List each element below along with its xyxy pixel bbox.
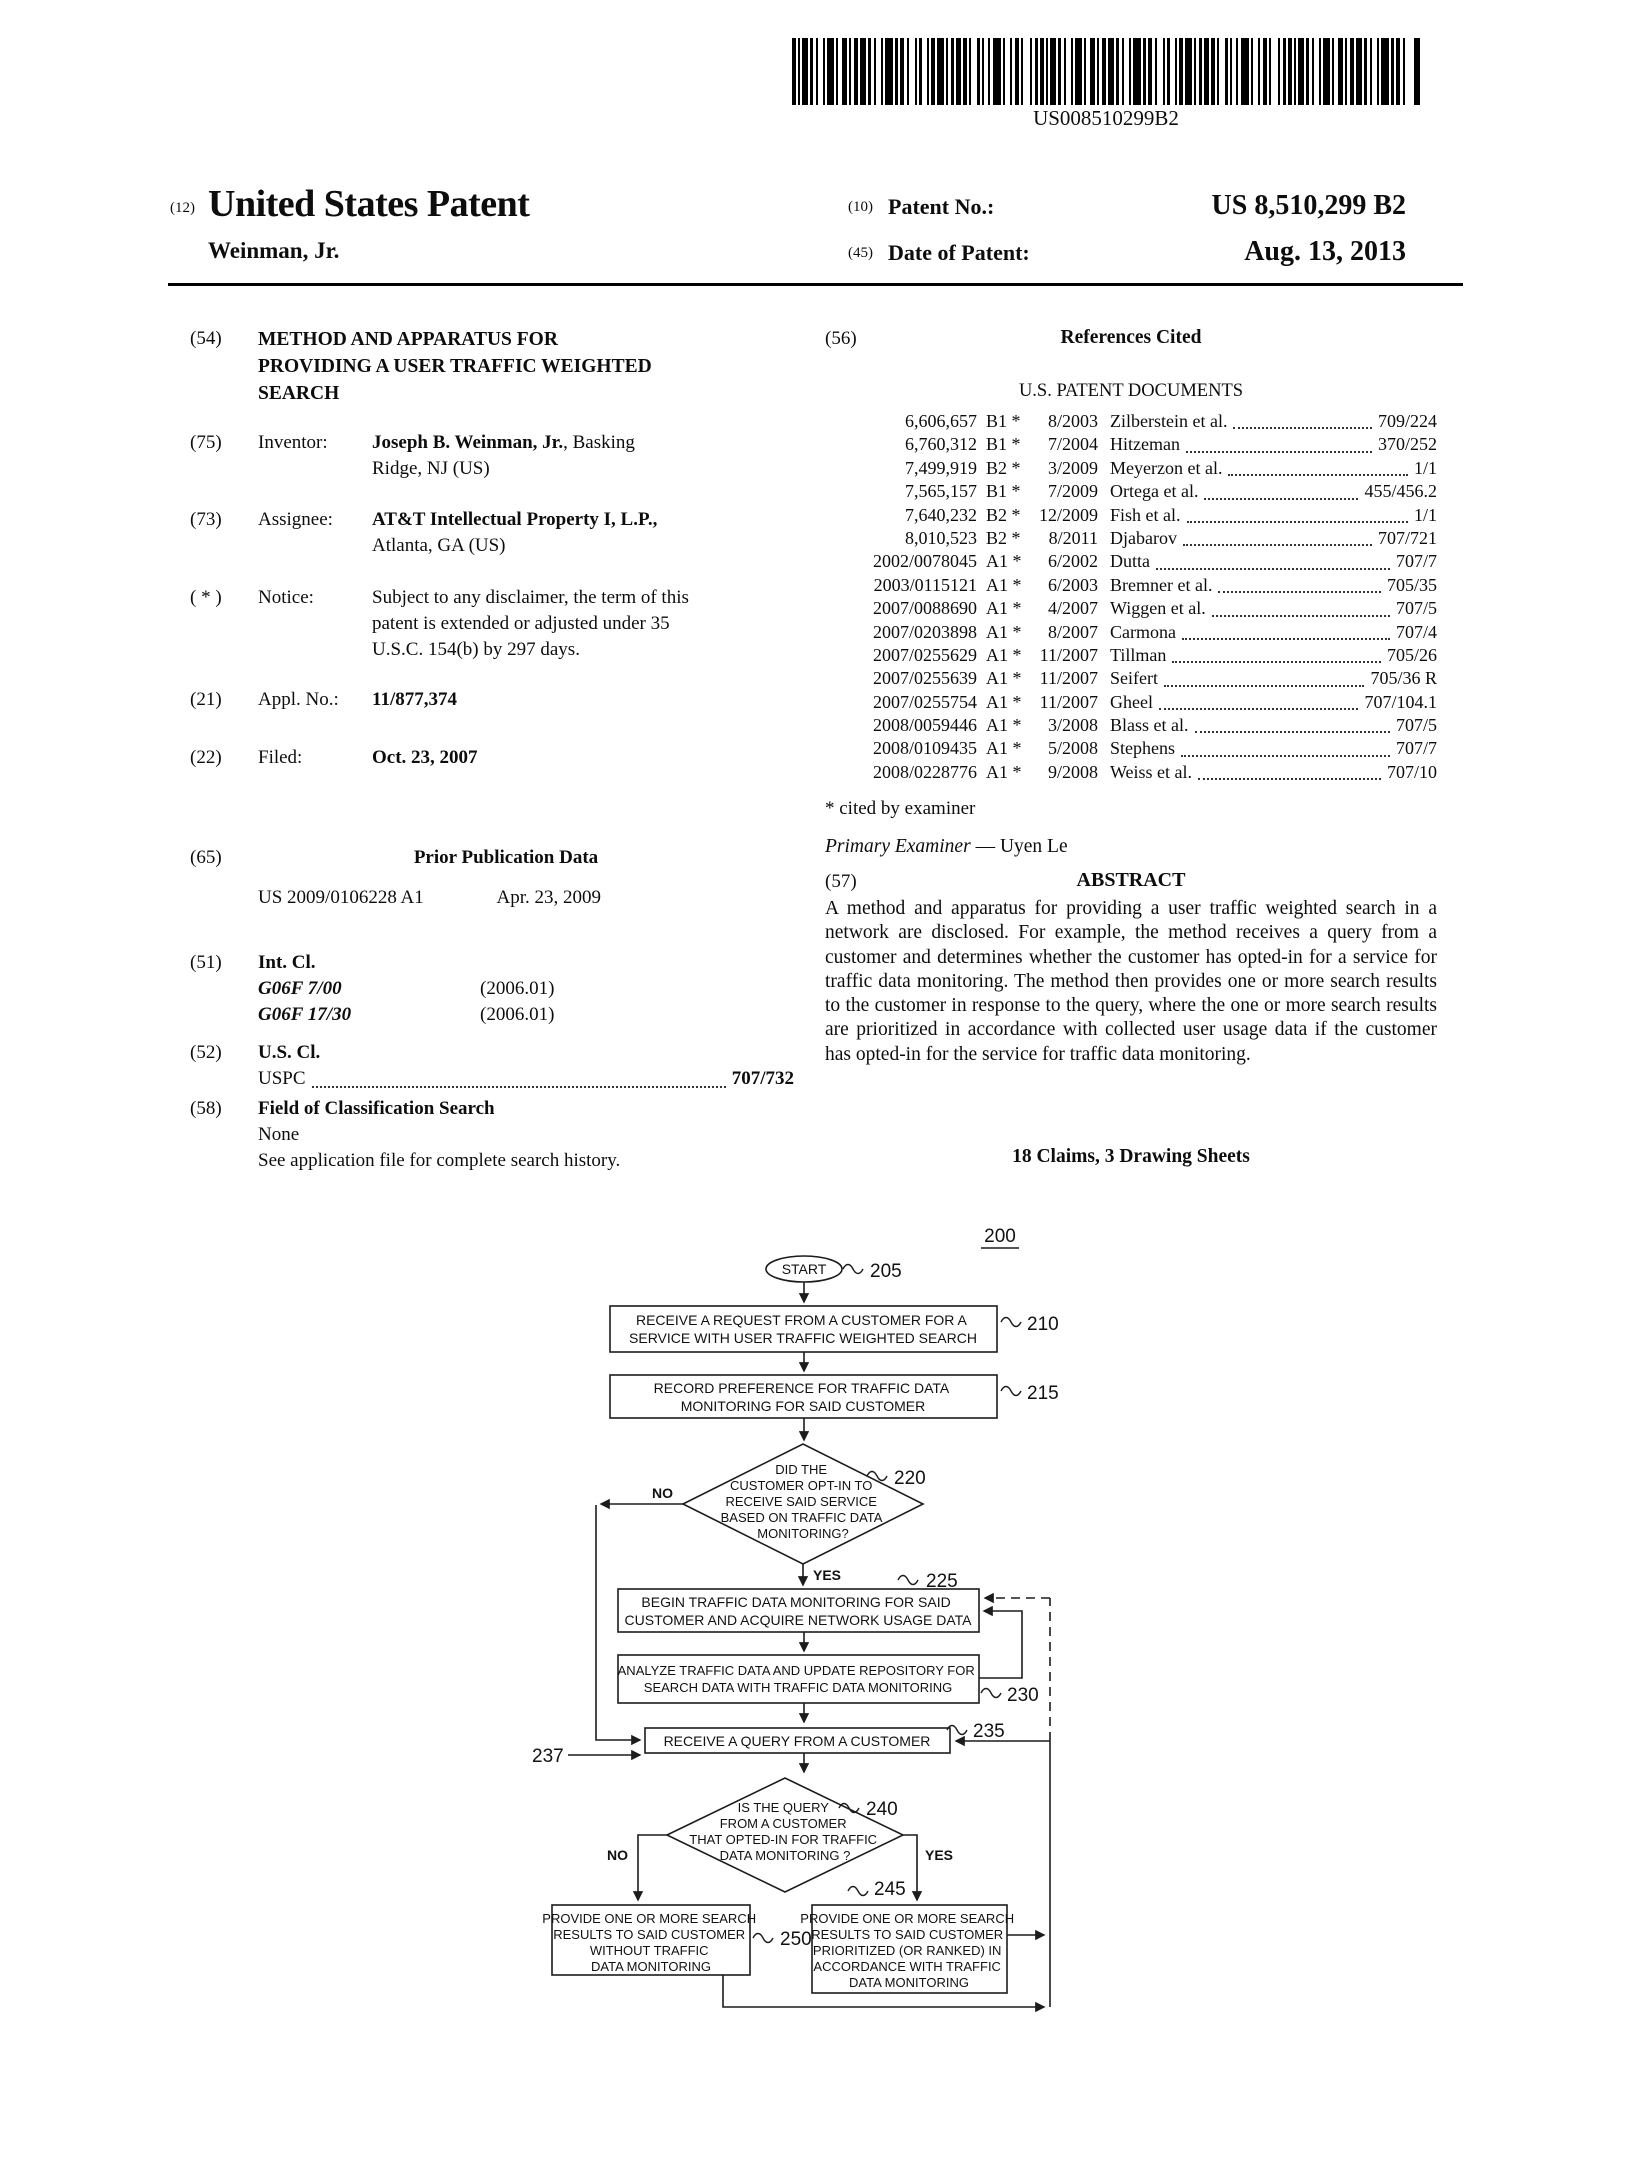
ref-class: 707/721 <box>1377 527 1437 548</box>
ref-label-225: 225 <box>926 1571 958 1592</box>
ref-date: 9/2008 <box>1047 761 1098 782</box>
field-num-56: (56) <box>825 328 857 349</box>
cited-by-examiner-note: * cited by examiner <box>825 798 976 819</box>
kind-code-12: (12) <box>170 200 195 216</box>
label-no-240: NO <box>607 1847 628 1863</box>
ref-class: 707/5 <box>1395 598 1437 619</box>
document-type: United States Patent <box>208 183 530 225</box>
node-245-text: PROVIDE ONE OR MORE SEARCH RESULTS TO SAID CUSTOMER PRIORITIZED (OR RANKED) IN ACCORDANCE WITH TRAFFIC DATA MONITORING <box>800 1911 1015 1990</box>
ref-kind: A1 * <box>986 574 1022 595</box>
node-225-text: BEGIN TRAFFIC DATA MONITORING FOR SAID CUSTOMER AND ACQUIRE NETWORK USAGE DATA <box>624 1594 972 1628</box>
ref-patno: 7,499,919 <box>905 457 977 478</box>
ref-date: 5/2008 <box>1047 738 1098 759</box>
prior-pub-date: Apr. 23, 2009 <box>496 887 601 908</box>
barcode <box>792 38 1420 105</box>
ref-kind: A1 * <box>986 691 1022 712</box>
ref-patno: 2007/0255754 <box>872 691 977 712</box>
ref-kind: A1 * <box>986 761 1022 782</box>
field-search-none: None <box>258 1124 300 1145</box>
ref-kind: B1 * <box>986 434 1021 455</box>
dot-leader <box>1198 761 1381 780</box>
ref-class: 455/456.2 <box>1364 481 1437 502</box>
patent-number: US 8,510,299 B2 <box>1211 190 1406 221</box>
field-num-51: (51) <box>190 952 222 973</box>
dot-leader <box>1159 691 1359 710</box>
ref-name: Djabarov <box>1110 527 1177 548</box>
dot-leader <box>1233 410 1372 429</box>
ref-name: Ortega et al. <box>1110 481 1199 502</box>
reference-row <box>825 410 1437 433</box>
inventor-rest: , Basking <box>563 432 635 453</box>
ref-label-237: 237 <box>532 1746 564 1767</box>
ref-name: Fish et al. <box>1110 504 1181 525</box>
dot-leader <box>1164 667 1365 686</box>
ref-class: 707/104.1 <box>1364 691 1437 712</box>
dot-leader <box>1187 504 1408 523</box>
ref-date: 7/2009 <box>1047 481 1098 502</box>
field-search-see: See application file for complete search history. <box>258 1150 621 1171</box>
ref-kind: B1 * <box>986 481 1021 502</box>
ref-label-220: 220 <box>894 1468 926 1489</box>
filed-value: Oct. 23, 2007 <box>372 747 478 768</box>
ref-squiggle-215 <box>1001 1387 1021 1396</box>
title-line: PROVIDING A USER TRAFFIC WEIGHTED <box>258 356 652 377</box>
node-230-text: ANALYZE TRAFFIC DATA AND UPDATE REPOSITORY FOR SEARCH DATA WITH TRAFFIC DATA MONITORING <box>617 1663 975 1695</box>
ref-class: 709/224 <box>1377 411 1437 431</box>
ref-class: 707/7 <box>1395 551 1437 572</box>
reference-row <box>825 761 1437 784</box>
ref-kind: A1 * <box>986 621 1022 642</box>
ref-kind: A1 * <box>986 715 1022 736</box>
ref-squiggle-225 <box>898 1576 918 1585</box>
notice-label: Notice: <box>258 587 314 608</box>
node-250-text: PROVIDE ONE OR MORE SEARCH RESULTS TO SAID CUSTOMER WITHOUT TRAFFIC DATA MONITORING <box>542 1911 757 1974</box>
int-cl-heading: Int. Cl. <box>258 952 316 973</box>
ref-date: 3/2009 <box>1047 457 1098 478</box>
ref-name: Dutta <box>1110 551 1150 572</box>
inventor-label: Inventor: <box>258 432 328 453</box>
field-num-58: (58) <box>190 1098 222 1119</box>
reference-row <box>825 737 1437 760</box>
ref-date: 7/2004 <box>1047 434 1098 455</box>
ref-class: 705/26 <box>1386 644 1437 665</box>
primary-examiner-name: — Uyen Le <box>970 836 1068 857</box>
abstract-heading: ABSTRACT <box>1076 869 1186 891</box>
node-220-text: DID THE CUSTOMER OPT-IN TO RECEIVE SAID SERVICE BASED ON TRAFFIC DATA MONITORING? <box>720 1462 882 1541</box>
ref-class: 707/4 <box>1395 621 1437 642</box>
ref-class: 1/1 <box>1413 457 1437 478</box>
edge-230-loop-to-225 <box>979 1611 1022 1678</box>
section-appl-no <box>190 687 794 713</box>
ref-kind: B2 * <box>986 457 1021 478</box>
appl-label: Appl. No.: <box>258 689 339 710</box>
section-prior-publication <box>190 845 794 911</box>
assignee-label: Assignee: <box>258 509 333 530</box>
ref-squiggle-245 <box>848 1887 868 1896</box>
ref-patno: 6,606,657 <box>905 411 977 431</box>
field-num-75: (75) <box>190 432 222 453</box>
dot-leader <box>1204 480 1358 499</box>
ref-kind: A1 * <box>986 551 1022 572</box>
ref-name: Seifert <box>1110 668 1158 689</box>
field-num-54: (54) <box>190 328 222 349</box>
ref-patno: 7,565,157 <box>905 481 977 502</box>
reference-row <box>825 714 1437 737</box>
dot-leader <box>1156 550 1390 569</box>
dot-leader <box>1186 433 1372 452</box>
ref-label-250: 250 <box>780 1929 812 1950</box>
patent-date: Aug. 13, 2013 <box>1244 236 1406 267</box>
ref-class: 707/7 <box>1395 738 1437 759</box>
ref-name: Meyerzon et al. <box>1110 457 1223 478</box>
ref-date: 8/2011 <box>1048 527 1098 548</box>
ref-name: Blass et al. <box>1110 715 1189 736</box>
uspc-value: 707/732 <box>731 1068 794 1089</box>
dot-leader <box>1195 714 1390 733</box>
ref-patno: 2007/0255639 <box>872 668 977 689</box>
ref-date: 11/2007 <box>1039 668 1098 689</box>
label-yes-220: YES <box>813 1567 842 1583</box>
reference-row <box>825 480 1437 503</box>
assignee-name: AT&T Intellectual Property I, L.P., <box>372 509 658 530</box>
ref-date: 3/2008 <box>1047 715 1098 736</box>
ref-date: 6/2002 <box>1047 551 1098 572</box>
ref-date: 12/2009 <box>1038 504 1098 525</box>
ref-name: Zilberstein et al. <box>1110 411 1228 431</box>
ref-label-210: 210 <box>1027 1314 1059 1335</box>
ref-date: 8/2003 <box>1047 411 1098 431</box>
reference-row <box>825 433 1437 456</box>
int-cl-version: (2006.01) <box>480 1004 555 1025</box>
dot-leader <box>1212 597 1390 616</box>
section-int-cl <box>190 950 794 1028</box>
ref-kind: B1 * <box>986 411 1021 431</box>
ref-class: 707/5 <box>1395 715 1437 736</box>
title-line: SEARCH <box>258 383 340 404</box>
reference-row <box>825 527 1437 550</box>
ref-name: Bremner et al. <box>1110 574 1213 595</box>
section-filed <box>190 745 794 771</box>
section-assignee <box>190 507 794 559</box>
ref-name: Hitzeman <box>1110 434 1180 455</box>
inventor-line2: Ridge, NJ (US) <box>372 458 490 479</box>
ref-name: Wiggen et al. <box>1110 598 1206 619</box>
uspc-label: USPC <box>258 1068 306 1089</box>
dot-leader <box>1182 621 1390 640</box>
field-num-52: (52) <box>190 1042 222 1063</box>
primary-examiner-label: Primary Examiner <box>825 836 971 857</box>
dot-leader <box>1218 574 1381 593</box>
ref-label-205: 205 <box>870 1261 902 1282</box>
header-divider <box>168 283 1463 286</box>
dot-leader <box>1181 737 1390 756</box>
ref-kind: B2 * <box>986 527 1021 548</box>
ref-class: 707/10 <box>1386 761 1437 782</box>
start-label: START <box>781 1261 827 1277</box>
ref-class: 1/1 <box>1413 504 1437 525</box>
us-patent-documents-heading: U.S. PATENT DOCUMENTS <box>1018 381 1244 401</box>
field-num-73: (73) <box>190 509 222 530</box>
notice-line: Subject to any disclaimer, the term of this <box>372 587 689 608</box>
reference-row <box>825 574 1437 597</box>
ref-squiggle-230 <box>981 1689 1001 1698</box>
ref-name: Weiss et al. <box>1110 761 1193 782</box>
section-inventor <box>190 430 794 482</box>
appl-value: 11/877,374 <box>372 689 457 710</box>
ref-patno: 2008/0059446 <box>872 715 977 736</box>
references-cited-heading: References Cited <box>1060 327 1202 348</box>
notice-line: U.S.C. 154(b) by 297 days. <box>372 639 580 660</box>
barcode-number: US008510299B2 <box>1033 106 1179 130</box>
field-num-57: (57) <box>825 871 857 892</box>
dot-leader <box>1172 644 1381 663</box>
ref-kind: A1 * <box>986 644 1022 665</box>
inventor-name: Joseph B. Weinman, Jr. <box>372 432 564 453</box>
ref-patno: 2008/0228776 <box>872 761 977 782</box>
ref-kind: B2 * <box>986 504 1021 525</box>
figure-number-label: 200 <box>984 1226 1016 1247</box>
section-notice <box>190 585 794 663</box>
node-235-text: RECEIVE A QUERY FROM A CUSTOMER <box>663 1733 931 1749</box>
ref-name: Gheel <box>1110 691 1153 712</box>
ref-date: 6/2003 <box>1047 574 1098 595</box>
field-num-10: (10) <box>848 199 873 215</box>
reference-row <box>825 597 1437 620</box>
ref-class: 370/252 <box>1377 434 1437 455</box>
filed-label: Filed: <box>258 747 303 768</box>
section-field-of-search <box>190 1096 794 1174</box>
reference-row <box>825 644 1437 667</box>
ref-patno: 7,640,232 <box>905 504 977 525</box>
flowchart-figure <box>380 1190 1080 2090</box>
ref-date: 4/2007 <box>1047 598 1098 619</box>
ref-squiggle-210 <box>1001 1318 1021 1327</box>
ref-squiggle-250 <box>753 1934 773 1943</box>
ref-name: Carmona <box>1110 621 1176 642</box>
claims-drawing-sheets-line: 18 Claims, 3 Drawing Sheets <box>1012 1146 1250 1167</box>
us-cl-heading: U.S. Cl. <box>258 1042 321 1063</box>
ref-patno: 2002/0078045 <box>872 551 977 572</box>
ref-patno: 2008/0109435 <box>872 738 977 759</box>
patent-no-label: Patent No.: <box>888 194 995 219</box>
ref-label-240: 240 <box>866 1799 898 1820</box>
node-210-text: RECEIVE A REQUEST FROM A CUSTOMER FOR A SERVICE WITH USER TRAFFIC WEIGHTED SEARCH <box>629 1312 977 1346</box>
reference-row <box>825 504 1437 527</box>
reference-row <box>825 457 1437 480</box>
abstract-text: A method and apparatus for providing a user traffic weighted search in a network are disclosed. For example, the method receives a query from a customer and determines whether the customer has opted-in for a service for traffic data monitoring. The method then provides one or more search results to the customer in response to the query, where the one or more search results are prioritized in accordance with collected user usage data if the customer has opted-in for the service for traffic data monitoring. <box>825 898 1437 1065</box>
int-cl-code: G06F 7/00 <box>258 978 342 999</box>
ref-date: 11/2007 <box>1039 644 1098 665</box>
node-215-text: RECORD PREFERENCE FOR TRAFFIC DATA MONITORING FOR SAID CUSTOMER <box>653 1380 949 1414</box>
ref-squiggle-205 <box>843 1265 863 1274</box>
reference-row <box>825 691 1437 714</box>
int-cl-code: G06F 17/30 <box>258 1004 352 1025</box>
label-yes-240: YES <box>925 1847 954 1863</box>
ref-kind: A1 * <box>986 598 1022 619</box>
section-us-cl <box>190 1040 794 1092</box>
dot-leader <box>1228 457 1408 476</box>
assignee-line2: Atlanta, GA (US) <box>372 535 506 556</box>
ref-patno: 2007/0203898 <box>872 621 977 642</box>
int-cl-version: (2006.01) <box>480 978 555 999</box>
section-title <box>190 326 794 407</box>
ref-label-235: 235 <box>973 1721 1005 1742</box>
ref-label-245: 245 <box>874 1879 906 1900</box>
field-search-heading: Field of Classification Search <box>258 1098 495 1119</box>
notice-line: patent is extended or adjusted under 35 <box>372 613 670 634</box>
primary-examiner-line <box>825 836 1068 858</box>
ref-name: Tillman <box>1110 644 1167 665</box>
ref-patno: 6,760,312 <box>905 434 977 455</box>
ref-patno: 2007/0255629 <box>872 644 977 665</box>
ref-class: 705/35 <box>1386 574 1437 595</box>
dot-leader <box>312 1086 726 1088</box>
ref-patno: 8,010,523 <box>905 527 977 548</box>
ref-patno: 2003/0115121 <box>873 574 977 595</box>
node-240-text: IS THE QUERY FROM A CUSTOMER THAT OPTED-IN FOR TRAFFIC DATA MONITORING ? <box>689 1800 878 1863</box>
ref-name: Stephens <box>1110 738 1175 759</box>
ref-date: 11/2007 <box>1039 691 1098 712</box>
field-num-22: (22) <box>190 747 222 768</box>
date-of-patent-label: Date of Patent: <box>888 240 1030 265</box>
label-no-220: NO <box>652 1485 673 1501</box>
prior-pub-heading: Prior Publication Data <box>413 847 599 868</box>
ref-kind: A1 * <box>986 738 1022 759</box>
inventor-surname: Weinman, Jr. <box>208 238 340 263</box>
ref-date: 8/2007 <box>1047 621 1098 642</box>
ref-class: 705/36 R <box>1370 668 1437 689</box>
field-num-45: (45) <box>848 245 873 261</box>
ref-patno: 2007/0088690 <box>872 598 977 619</box>
field-num-star: ( * ) <box>190 587 222 608</box>
reference-row <box>825 667 1437 690</box>
reference-row <box>825 621 1437 644</box>
ref-label-230: 230 <box>1007 1685 1039 1706</box>
prior-pub-number: US 2009/0106228 A1 <box>258 887 424 908</box>
ref-kind: A1 * <box>986 668 1022 689</box>
reference-row <box>825 550 1437 573</box>
field-num-65: (65) <box>190 847 222 868</box>
edge-240-no-to-250 <box>638 1835 667 1900</box>
ref-label-215: 215 <box>1027 1383 1059 1404</box>
title-line: METHOD AND APPARATUS FOR <box>258 329 558 350</box>
field-num-21: (21) <box>190 689 222 710</box>
references-table <box>825 410 1437 784</box>
dot-leader <box>1183 527 1372 546</box>
